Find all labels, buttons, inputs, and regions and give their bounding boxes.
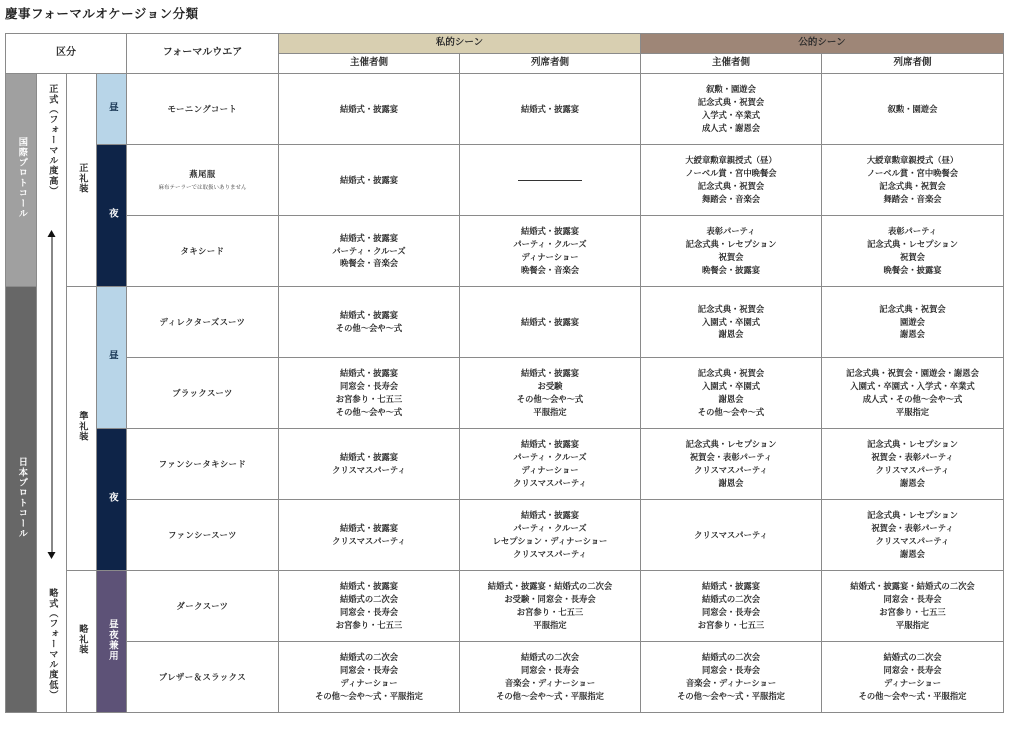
occasion-item: その他～会や～式・平服指定	[496, 690, 604, 701]
occasion-item: クリスマスパーティ	[513, 548, 587, 559]
occasion-item: お受験・同窓会・長寿会	[504, 594, 596, 605]
occasion-item: 結婚式・披露宴	[520, 368, 580, 379]
timeband-night: 夜	[97, 145, 127, 287]
occasion-item: ディナーショー	[521, 252, 579, 262]
occasion-item: お宮参り・七五三	[335, 394, 403, 404]
occasion-item: その他～会や～式・平服指定	[858, 690, 967, 701]
private-host-cell	[279, 571, 460, 642]
occasion-item: 入園式・卒園式	[701, 316, 761, 327]
occasion-item: 平服指定	[533, 406, 567, 417]
formality-low-label: 略式（フォーマル度低）	[46, 588, 58, 701]
occasion-item: 同窓会・長寿会	[520, 665, 580, 676]
occasion-item: 記念式典・祝賀会	[697, 368, 765, 379]
timeband-day: 昼	[97, 74, 127, 145]
garment-cell: ブラックスーツ	[127, 358, 279, 429]
occasion-item: 叙勲・園遊会	[887, 103, 938, 114]
public-guest-header: 列席者側	[822, 54, 1004, 74]
occasion-item: 音楽会・ディナーショー	[685, 678, 777, 688]
occasion-item: 表彰パーティ	[706, 226, 756, 237]
occasion-item: 記念式典・祝賀会・園遊会・謝恩会	[846, 368, 979, 379]
table-row	[6, 74, 1004, 145]
table-row	[6, 216, 1004, 287]
private-guest-header: 列席者側	[460, 54, 641, 74]
formality-column	[37, 74, 67, 713]
occasion-item: 園遊会	[900, 316, 925, 327]
private-host-cell	[279, 358, 460, 429]
public-guest-cell	[822, 358, 1004, 429]
occasion-item: 大綬章勲章親授式（昼）	[685, 155, 777, 166]
occasion-item: お宮参り・七五三	[516, 607, 584, 617]
timeband-night: 夜	[97, 429, 127, 571]
occasion-item: 平服指定	[895, 406, 930, 417]
occasion-item: 謝恩会	[900, 329, 925, 340]
private-host-cell	[279, 216, 460, 287]
grade-ryakureisou: 略礼装	[67, 571, 97, 713]
occasion-item: 結婚式・披露宴	[339, 523, 399, 534]
garment-cell: ダークスーツ	[127, 571, 279, 642]
occasion-item: 結婚式・披露宴	[520, 510, 580, 521]
occasion-item: 同窓会・長寿会	[701, 607, 761, 617]
occasion-item: 同窓会・長寿会	[339, 665, 399, 676]
public-guest-cell	[822, 216, 1004, 287]
occasion-item: その他～会や～式・平服指定	[315, 690, 423, 701]
table-row	[6, 429, 1004, 500]
private-host-cell	[279, 145, 460, 216]
public-guest-cell	[822, 429, 1004, 500]
occasion-item: 結婚式の二次会	[701, 652, 761, 663]
occasion-item: 祝賀会・表彰パーティ	[871, 452, 954, 463]
occasion-item: お宮参り・七五三	[335, 619, 403, 630]
occasion-item: その他～会や～式・平服指定	[677, 690, 785, 701]
formality-arrow-icon	[51, 236, 52, 553]
occasion-item: 結婚式の二次会	[339, 652, 399, 663]
occasion-item: 結婚式・披露宴	[339, 232, 399, 243]
occasion-item: 音楽会・ディナーショー	[504, 678, 596, 688]
occasion-item: 記念式典・祝賀会	[697, 181, 765, 191]
public-guest-cell	[822, 74, 1004, 145]
occasion-item: お受験	[537, 381, 563, 392]
occasion-item: 結婚式の二次会	[520, 652, 580, 663]
occasion-item: その他～会や～式	[335, 406, 403, 417]
occasion-item: 成人式・その他～会や～式	[862, 394, 963, 404]
occasion-item: 記念式典・祝賀会	[697, 303, 765, 314]
occasion-item: 記念式典・祝賀会	[879, 181, 946, 191]
not-applicable-dash	[518, 180, 582, 181]
occasion-item: ディナーショー	[340, 678, 398, 688]
occasion-item: 結婚式・披露宴・結婚式の二次会	[850, 581, 975, 592]
table-row	[6, 358, 1004, 429]
occasion-item: 結婚式・披露宴	[339, 103, 399, 114]
occasion-item: クリスマスパーティ	[875, 536, 950, 546]
occasion-item: 入学式・卒業式	[701, 110, 761, 120]
public-host-cell	[641, 216, 822, 287]
private-host-cell	[279, 500, 460, 571]
private-guest-cell	[460, 429, 641, 500]
public-host-cell	[641, 145, 822, 216]
occasion-item: 同窓会・長寿会	[339, 381, 399, 392]
occasion-item: 記念式典・レセプション	[685, 439, 777, 450]
occasion-item: 晩餐会・披露宴	[883, 264, 942, 275]
occasion-item: 祝賀会・表彰パーティ	[689, 452, 773, 463]
public-guest-cell	[822, 571, 1004, 642]
occasion-item: 同窓会・長寿会	[701, 665, 761, 676]
occasion-item: 結婚式・披露宴	[701, 581, 761, 592]
private-guest-cell	[460, 358, 641, 429]
timeband-day: 昼	[97, 287, 127, 429]
occasion-item: 結婚式・披露宴	[520, 103, 580, 114]
occasion-item: 同窓会・長寿会	[339, 607, 399, 617]
occasion-item: 祝賀会	[900, 252, 925, 262]
occasion-item: 結婚式・披露宴	[339, 310, 399, 321]
public-host-cell	[641, 358, 822, 429]
occasion-item: 成人式・謝恩会	[701, 122, 761, 133]
grade-seireisou: 正礼装	[67, 74, 97, 287]
page-title: 慶事フォーマルオケージョン分類	[5, 6, 199, 21]
occasion-item: 晩餐会・音楽会	[339, 258, 399, 269]
occasion-item: 結婚式の二次会	[339, 594, 399, 605]
occasion-item: その他～会や～式	[697, 406, 765, 417]
occasion-item: 結婚式・披露宴・結婚式の二次会	[487, 581, 613, 592]
occasion-item: お宮参り・七五三	[879, 607, 946, 617]
grade-junreisou: 準礼装	[67, 287, 97, 571]
private-host-cell	[279, 429, 460, 500]
occasion-item: クリスマスパーティ	[875, 465, 950, 475]
occasion-item: クリスマスパーティ	[694, 465, 768, 475]
occasion-item: ディナーショー	[521, 465, 579, 475]
occasion-item: 記念式典・レセプション	[867, 439, 958, 450]
table-row	[6, 287, 1004, 358]
private-guest-cell	[460, 642, 641, 713]
public-host-header: 主催者側	[641, 54, 822, 74]
garment-cell: モーニングコート	[127, 74, 279, 145]
occasion-item: 祝賀会・表彰パーティ	[871, 523, 954, 534]
table-row	[6, 571, 1004, 642]
formality-high-label: 正式（フォーマル度高）	[46, 84, 58, 197]
garment-cell: ブレザー＆スラックス	[127, 642, 279, 713]
occasion-item: 記念式典・祝賀会	[879, 303, 946, 314]
garment-cell: タキシード	[127, 216, 279, 287]
occasion-item: 結婚式・披露宴	[339, 174, 399, 185]
occasion-item: ノーベル賞・宮中晩餐会	[866, 168, 959, 179]
occasion-item: 謝恩会	[718, 329, 744, 340]
occasion-item: 入園式・卒園式・入学式・卒業式	[850, 381, 975, 392]
occasion-item: パーティ・クルーズ	[513, 452, 587, 463]
occasion-item: パーティ・クルーズ	[513, 523, 587, 534]
protocol-japan: 日本プロトコール	[6, 287, 37, 713]
occasion-item: 謝恩会	[718, 477, 744, 488]
public-host-cell	[641, 429, 822, 500]
occasion-item: 結婚式・披露宴	[339, 581, 399, 592]
occasion-item: 記念式典・レセプション	[867, 510, 958, 521]
public-scene-header: 公的シーン	[641, 34, 1004, 54]
table-row	[6, 500, 1004, 571]
occasion-item: お宮参り・七五三	[697, 619, 765, 630]
private-host-cell	[279, 74, 460, 145]
occasion-item: クリスマスパーティ	[332, 536, 406, 546]
private-scene-header: 私的シーン	[279, 34, 641, 54]
occasion-item: ノーベル賞・宮中晩餐会	[685, 168, 777, 179]
table-row	[6, 145, 1004, 216]
occasion-item: 入園式・卒園式	[701, 381, 761, 392]
public-guest-cell	[822, 287, 1004, 358]
occasion-item: その他～会や～式	[335, 323, 403, 333]
occasion-item: パーティ・クルーズ	[332, 245, 406, 256]
occasion-item: 結婚式・披露宴	[520, 226, 580, 237]
occasion-item: 記念式典・レセプション	[685, 239, 777, 250]
table-row	[6, 642, 1004, 713]
garment-cell: ファンシータキシード	[127, 429, 279, 500]
private-host-cell	[279, 642, 460, 713]
occasion-item: 謝恩会	[900, 477, 925, 488]
public-host-cell	[641, 74, 822, 145]
occasion-item: 結婚式・披露宴	[339, 452, 399, 463]
private-host-cell	[279, 287, 460, 358]
private-guest-cell	[460, 145, 641, 216]
occasion-item: クリスマスパーティ	[513, 477, 587, 488]
occasion-item: 結婚式・披露宴	[520, 316, 580, 327]
occasion-table	[5, 33, 1004, 713]
formalwear-header: フォーマルウエア	[127, 34, 279, 74]
occasion-item: 祝賀会	[718, 252, 744, 262]
occasion-item: その他～会や～式	[516, 394, 584, 404]
occasion-item: 晩餐会・披露宴	[701, 264, 761, 275]
kubun-header: 区分	[6, 34, 127, 74]
occasion-item: 謝恩会	[718, 394, 744, 404]
occasion-item: 記念式典・レセプション	[867, 239, 958, 250]
occasion-item: 結婚式・披露宴	[520, 439, 580, 450]
occasion-item: 晩餐会・音楽会	[520, 264, 580, 275]
public-host-cell	[641, 642, 822, 713]
occasion-item: 結婚式・披露宴	[339, 368, 399, 379]
occasion-item: ディナーショー	[883, 678, 942, 688]
occasion-item: 舞踏会・音楽会	[883, 193, 942, 204]
garment-cell: 燕尾服 麻布テーラーでは取扱いありません	[127, 145, 279, 216]
occasion-item: 記念式典・祝賀会	[697, 97, 765, 108]
header-row-scene	[6, 34, 1004, 54]
public-host-cell	[641, 287, 822, 358]
occasion-item: パーティ・クルーズ	[513, 239, 587, 250]
public-guest-cell	[822, 500, 1004, 571]
occasion-item: 同窓会・長寿会	[883, 594, 942, 605]
garment-cell: ディレクターズスーツ	[127, 287, 279, 358]
occasion-item: レセプション・ディナーショー	[492, 536, 608, 546]
timeband-day-night: 昼夜兼用	[97, 571, 127, 713]
private-guest-cell	[460, 216, 641, 287]
public-host-cell	[641, 571, 822, 642]
occasion-item: 謝恩会	[900, 548, 925, 559]
occasion-item: 同窓会・長寿会	[883, 665, 942, 676]
private-host-header: 主催者側	[279, 54, 460, 74]
occasion-item: 叙勲・園遊会	[706, 84, 756, 95]
public-host-cell	[641, 500, 822, 571]
protocol-international: 国際プロトコール	[6, 74, 37, 287]
garment-cell: ファンシースーツ	[127, 500, 279, 571]
occasion-item: 結婚式の二次会	[883, 652, 942, 663]
occasion-item: クリスマスパーティ	[332, 465, 406, 475]
occasion-item: クリスマスパーティ	[694, 529, 768, 540]
public-guest-cell	[822, 642, 1004, 713]
occasion-item: 舞踏会・音楽会	[701, 193, 761, 204]
occasion-item: 大綬章勲章親授式（昼）	[866, 155, 959, 166]
private-guest-cell	[460, 74, 641, 145]
occasion-item: 結婚式の二次会	[701, 594, 761, 605]
garment-note: 麻布テーラーでは取扱いありません	[158, 185, 247, 192]
occasion-item: 平服指定	[895, 619, 930, 630]
private-guest-cell	[460, 287, 641, 358]
private-guest-cell	[460, 500, 641, 571]
occasion-item: 平服指定	[533, 619, 567, 630]
public-guest-cell	[822, 145, 1004, 216]
private-guest-cell	[460, 571, 641, 642]
occasion-item: 表彰パーティ	[887, 226, 938, 237]
